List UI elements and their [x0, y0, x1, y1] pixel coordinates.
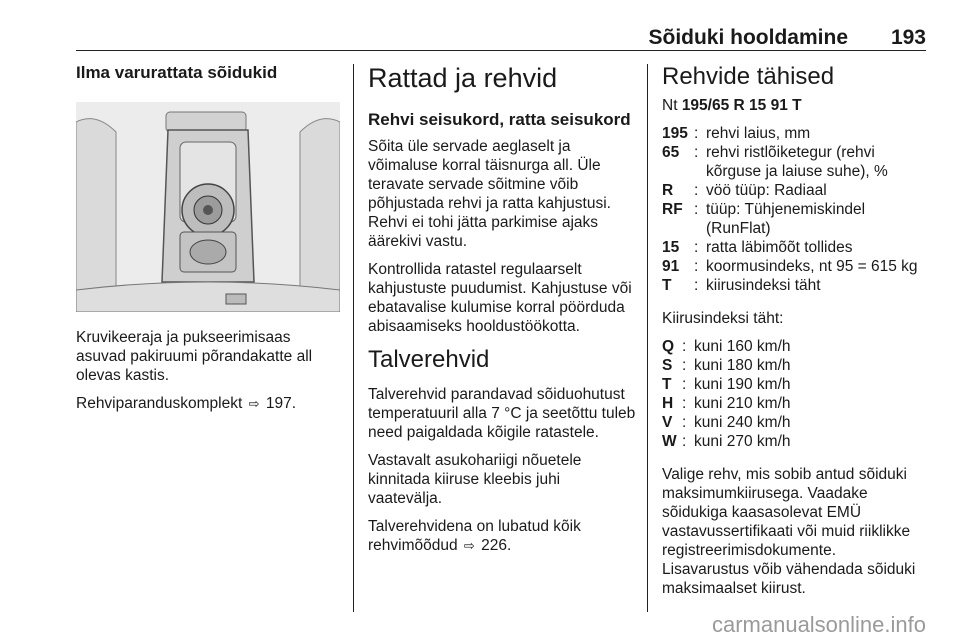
definition-separator: : — [694, 201, 699, 218]
example-value: 195/65 R 15 91 T — [681, 97, 802, 114]
definition-row — [662, 337, 930, 356]
tyre-code-list — [662, 124, 930, 295]
definition-value: kiirusindeksi täht — [706, 277, 821, 294]
definition-value: kuni 180 km/h — [694, 357, 791, 374]
definition-key: 65 — [662, 144, 680, 161]
definition-key: 195 — [662, 125, 688, 142]
definition-value: kuni 270 km/h — [694, 433, 791, 450]
definition-row — [662, 124, 930, 143]
chapter-title: Rattad ja rehvid — [368, 63, 558, 93]
winter-tyres-heading: Talverehvid — [368, 346, 490, 373]
subsection-heading: Rehvi seisukord, ratta seisukord — [368, 110, 631, 129]
definition-value: tüüp: Tühjenemiskindel (RunFlat) — [706, 201, 866, 237]
definition-key: R — [662, 182, 674, 199]
definition-row — [662, 356, 930, 375]
paragraph-edges: Sõita üle servade aeglaselt ja võimaluse korral täisnurga all. Üle teravate servade sõitmine võib põhjustada rehvi ja ratta kahjustusi. Rehvi ei tohi jätta parkimise ajaks äärekivi vastu. — [368, 138, 611, 250]
definition-separator: : — [694, 239, 699, 256]
definition-separator: : — [682, 338, 687, 355]
tyre-markings-heading: Rehvide tähised — [662, 63, 835, 90]
trunk-figure-svg — [76, 102, 340, 312]
definition-value: kuni 240 km/h — [694, 414, 791, 431]
repair-kit-page-ref[interactable]: 197. — [265, 395, 296, 412]
definition-row — [662, 143, 930, 181]
paragraph-speed-sticker: Vastavalt asukohariigi nõuetele kinnitada kiiruse kleebis juhi vaatevälja. — [368, 452, 582, 507]
definition-row — [662, 394, 930, 413]
speed-index-list — [662, 337, 930, 451]
section-heading: Ilma varurattata sõidukid — [76, 63, 278, 82]
definition-separator: : — [682, 414, 687, 431]
definition-key: T — [662, 376, 672, 393]
definition-key: 15 — [662, 239, 680, 256]
definition-row — [662, 238, 930, 257]
watermark: carmanualsonline.info — [711, 612, 926, 637]
speed-index-heading: Kiirusindeksi täht: — [662, 310, 784, 327]
definition-separator: : — [694, 277, 699, 294]
definition-key: Q — [662, 338, 675, 355]
paragraph-tyre-sizes — [368, 517, 636, 555]
definition-value: kuni 190 km/h — [694, 376, 791, 393]
page-ref-icon: ⇨ — [463, 538, 475, 553]
definition-value: rehvi laius, mm — [706, 125, 811, 142]
definition-row — [662, 432, 930, 451]
definition-value: kuni 160 km/h — [694, 338, 791, 355]
definition-row — [662, 257, 930, 276]
definition-key: RF — [662, 201, 683, 218]
tyre-sizes-text: Talverehvidena on lubatud kõik rehvimõõdud — [368, 518, 581, 554]
header-rule — [76, 50, 926, 51]
paragraph-accessories: Lisavarustus võib vähendada sõiduki maksimaalset kiirust. — [662, 561, 916, 597]
definition-value: koormusindeks, nt 95 = 615 kg — [706, 258, 918, 275]
definition-separator: : — [694, 258, 699, 275]
definition-row — [662, 181, 930, 200]
page-number: 193 — [890, 26, 926, 49]
definition-separator: : — [682, 395, 687, 412]
trunk-illustration — [76, 102, 340, 312]
definition-key: T — [662, 277, 672, 294]
definition-key: S — [662, 357, 673, 374]
definition-row — [662, 276, 930, 295]
definition-row — [662, 200, 930, 238]
definition-value: vöö tüüp: Radiaal — [706, 182, 827, 199]
definition-key: V — [662, 414, 673, 431]
example-prefix: Nt — [662, 97, 678, 114]
definition-separator: : — [682, 376, 687, 393]
definition-row — [662, 375, 930, 394]
tyre-sizes-page-ref[interactable]: 226. — [481, 537, 512, 554]
definition-row — [662, 413, 930, 432]
definition-value: ratta läbimõõt tollides — [706, 239, 853, 256]
repair-kit-text: Rehviparanduskomplekt — [76, 395, 243, 412]
definition-separator: : — [694, 144, 699, 161]
definition-key: 91 — [662, 258, 680, 275]
column-1 — [76, 58, 340, 422]
paragraph-choose-tyre: Valige rehv, mis sobib antud sõiduki maksimumkiirusega. Vaadake sõidukiga kaasasolevat EMÜ vastavussertifikaati või muid riiklikke registreerimisdokumente. — [662, 466, 911, 559]
definition-key: H — [662, 395, 674, 412]
definition-separator: : — [682, 433, 687, 450]
definition-value: rehvi ristlõiketegur (rehvi kõrguse ja laiuse suhe), % — [706, 144, 888, 180]
definition-separator: : — [694, 182, 699, 199]
paragraph-winter-safety: Talverehvid parandavad sõiduohutust temperatuuril alla 7 °C ja seetõttu tuleb need paigaldada kõigile ratastele. — [368, 386, 636, 441]
page-ref-icon: ⇨ — [248, 396, 260, 411]
definition-separator: : — [682, 357, 687, 374]
paragraph-inspection: Kontrollida ratastel regulaarselt kahjustuste puudumist. Kahjustuse või ebatavalise kulumise korral pöörduda abisaamiseks hooldustöökotta. — [368, 261, 632, 335]
column-divider-2 — [647, 64, 648, 612]
tyre-example — [662, 96, 930, 115]
paragraph-repair-kit — [76, 394, 340, 413]
definition-value: kuni 210 km/h — [694, 395, 791, 412]
column-3 — [662, 58, 930, 607]
column-2 — [368, 58, 636, 564]
definition-separator: : — [694, 125, 699, 142]
column-divider-1 — [353, 64, 354, 612]
paragraph-tools: Kruvikeeraja ja pukseerimisaas asuvad pakiruumi põrandakatte all olevas kastis. — [76, 329, 313, 384]
header-title: Sõiduki hooldamine — [648, 26, 848, 49]
definition-key: W — [662, 433, 677, 450]
